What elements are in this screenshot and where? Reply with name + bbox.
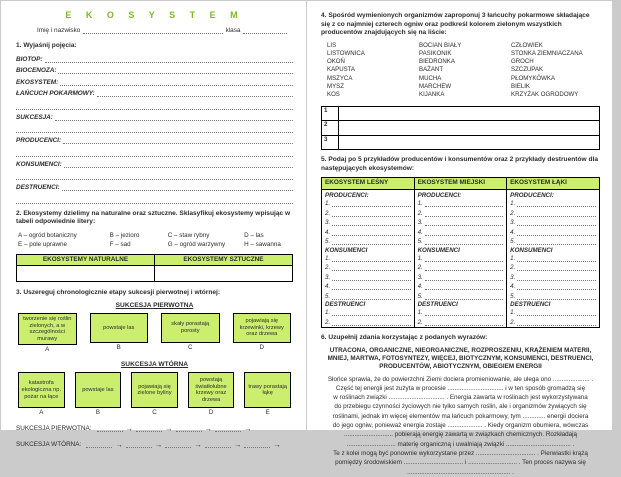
term-label: BIOTOP: — [16, 55, 43, 63]
answer-line — [510, 209, 596, 217]
answer-line — [325, 282, 411, 290]
line-number: 2. — [417, 264, 423, 272]
stage-letter: B — [95, 409, 100, 417]
line-number: 2. — [510, 318, 516, 326]
organism: MYSZ — [327, 82, 344, 90]
arrow-icon: → — [115, 440, 123, 450]
succession-stage — [233, 313, 292, 353]
line-blank — [332, 228, 410, 236]
option-d: D – las — [244, 231, 264, 239]
line-blank — [332, 237, 410, 245]
organism: KAPUSTA — [327, 66, 355, 74]
q5-header-urban: EKOSYSTEM MIEJSKI — [414, 178, 507, 190]
paragraph-line: ........................................................... . — [407, 468, 514, 476]
stage-box: powstają światłolubne krzewy oraz drzewa — [188, 372, 235, 408]
term-label: SUKCESJA: — [16, 113, 53, 121]
line-blank — [425, 308, 503, 316]
organism: KOS — [327, 91, 340, 99]
paragraph-line: do przebiegu czynności życiowych nie tylko samych roślin, ale i organizmów żywiących się — [334, 403, 587, 411]
line-blank — [332, 254, 410, 262]
organism: PŁOMYKÓWKA — [511, 74, 556, 82]
line-number: 4. — [417, 228, 423, 236]
primary-succession-boxes — [16, 313, 293, 353]
line-blank — [332, 209, 410, 217]
organism: BOCIAN BIAŁY — [419, 41, 462, 49]
term-label: PRODUCENCI: — [16, 137, 62, 144]
answer-line — [325, 218, 411, 226]
q1-heading: 1. Wyjaśnij pojęcia: — [16, 42, 77, 49]
answer-line — [418, 263, 504, 271]
answer-line — [510, 263, 596, 271]
organism-column-1 — [327, 42, 419, 100]
line-number: 5. — [510, 238, 516, 246]
producers-label: PRODUCENCI: — [510, 192, 554, 200]
line-blank — [517, 254, 596, 262]
term-blank — [45, 55, 293, 63]
term-label: EKOSYSTEM: — [16, 78, 59, 86]
decomposers-label: DESTRUENCI — [417, 301, 458, 309]
organism: MARCHEW — [419, 82, 452, 90]
term-blank — [63, 136, 293, 144]
q5-header-meadow: EKOSYSTEM ŁĄKI — [507, 178, 600, 190]
answer-line — [510, 218, 596, 226]
q2-header-artificial: EKOSYSTEMY SZTUCZNE — [155, 254, 293, 265]
line-number: 1. — [510, 254, 516, 262]
consumers-label: KONSUMENCI — [510, 246, 553, 254]
line-number: 1. — [417, 309, 423, 317]
line-number: 5. — [510, 292, 516, 300]
answer-line — [325, 263, 411, 271]
term-lancuch — [16, 89, 293, 97]
line-number: 3. — [325, 273, 331, 281]
succession-stage — [75, 372, 122, 416]
line-blank — [332, 263, 410, 271]
stage-box: katastrofa ekologiczna np. pożar na łące — [18, 372, 65, 408]
stage-letter: C — [152, 409, 157, 417]
arrow-icon: → — [244, 424, 252, 434]
answer-line — [418, 318, 504, 326]
arrow-icon: → — [154, 440, 163, 450]
line-blank — [425, 282, 503, 290]
q2-header-natural: EKOSYSTEMY NATURALNE — [17, 254, 155, 265]
organism: MUCHA — [419, 74, 442, 82]
organism-column-2 — [419, 42, 511, 100]
line-number: 5. — [417, 292, 423, 300]
succession-stage — [161, 313, 220, 353]
paragraph-line: Te z kolei mogą być ponownie wykorzystane przez .................................. . Pierwiastki krążą — [333, 449, 588, 457]
term-biotop — [16, 55, 293, 63]
paragraph-line: ............................ pobierają energię zawartą w związkach chemicznych. Rozkładają — [343, 431, 578, 439]
term-destruenci — [16, 183, 293, 191]
line-blank — [517, 218, 596, 226]
arrow-icon: → — [194, 440, 202, 450]
line-blank — [517, 318, 596, 326]
arrow-icon: → — [125, 424, 134, 434]
answer-line — [510, 318, 596, 326]
line-number: 2. — [417, 318, 423, 326]
line-blank — [425, 218, 503, 226]
answer-blank — [97, 424, 123, 432]
producers-label: PRODUCENCI: — [325, 192, 369, 200]
answer-line — [418, 228, 504, 236]
organism: GROCH — [511, 58, 534, 66]
answer-blank — [126, 440, 152, 448]
line-number: 4. — [325, 283, 331, 291]
secondary-succession-answer — [16, 440, 293, 448]
decomposers-label: DESTRUENCI — [325, 301, 366, 309]
primary-succession-title: SUKCESJA PIERWOTNA — [115, 302, 194, 309]
term-label: DESTRUENCI: — [16, 184, 60, 191]
line-blank — [332, 318, 410, 326]
line-blank — [517, 228, 596, 236]
term-label: BIOCENOZA: — [16, 67, 57, 74]
term-blank-line — [16, 195, 293, 204]
line-number: 4. — [417, 283, 423, 291]
succession-stage — [90, 313, 149, 353]
option-c: C – staw rybny — [167, 231, 210, 239]
chain-row-number: 1 — [322, 106, 339, 121]
q5-header-forest: EKOSYSTEM LEŚNY — [322, 178, 415, 190]
q2-answer-cell-natural — [17, 265, 155, 281]
arrow-icon: → — [165, 424, 173, 434]
q6-word-bank: UTRACONA, ORGANICZNE, NIEORGANICZNE, ROZPROSZENIU, KRĄŻENIEM MATERII, MNIEJ, MARTWA, FOTOSYNTEZY, WIĘCEJ, BIOTYCZNYM, KONSUMENCI, DESTRUENCI, PRODUCENTÓW, ABIOTYCZNYM, OBIEGIEM ENERGII — [327, 346, 594, 370]
line-blank — [425, 209, 503, 217]
line-number: 4. — [510, 283, 516, 291]
succession-stage — [131, 372, 178, 416]
chain-row-number: 2 — [322, 121, 339, 136]
organism: BIEDRONKA — [419, 58, 455, 66]
term-blank — [60, 78, 293, 86]
answer-line — [510, 254, 596, 262]
line-number: 5. — [325, 292, 331, 300]
line-blank — [425, 237, 503, 245]
term-konsumenci — [16, 160, 293, 168]
answer-line — [325, 254, 411, 262]
consumers-label: KONSUMENCI — [417, 246, 460, 254]
stage-letter: D — [208, 409, 214, 417]
answer-line — [325, 308, 411, 316]
answer-line — [510, 199, 596, 207]
stage-box: pojawiają się zielone byliny — [131, 372, 178, 408]
answer-line — [510, 237, 596, 245]
succession-stage — [18, 313, 77, 353]
line-number: 1. — [325, 200, 331, 208]
term-blank — [58, 66, 293, 74]
secondary-succession-title: SUKCESJA WTÓRNA — [120, 361, 189, 369]
stage-letter: A — [45, 346, 50, 354]
line-number: 5. — [325, 238, 331, 246]
stage-box: tworzenie się roślin zielonych, a w szczególności murawy — [18, 313, 77, 345]
succession-stage — [188, 372, 235, 416]
line-number: 2. — [325, 264, 331, 272]
chain-row — [322, 135, 600, 150]
stage-letter: E — [265, 409, 270, 417]
term-blank-line — [16, 171, 293, 180]
option-f: F – sad — [109, 240, 131, 248]
answer-line — [325, 273, 411, 281]
line-blank — [425, 263, 503, 271]
q6-heading: 6. Uzupełnij zdania korzystając z podanych wyrazów: — [321, 334, 488, 342]
consumers-label: KONSUMENCI — [325, 246, 368, 254]
organism: MSZYCA — [327, 74, 353, 82]
q4-organism-list — [327, 42, 600, 100]
paragraph-line: do jego ogniw, ponieważ energia zostaje .................... . Kiedy organizm obumiera, wówczas — [332, 422, 589, 430]
answer-line — [325, 318, 411, 326]
stage-letter: A — [39, 409, 44, 417]
q2-options — [18, 231, 293, 249]
line-number: 5. — [417, 238, 423, 246]
answer-blank — [136, 424, 162, 432]
q5-ecosystem-table — [321, 177, 600, 328]
answer-line — [325, 237, 411, 245]
succession-stage — [244, 372, 291, 416]
stage-box: pojawiają się krzewinki, krzewy oraz drzewa — [233, 313, 292, 343]
line-blank — [517, 263, 596, 271]
secondary-succession-boxes — [16, 372, 293, 416]
q1-terms — [16, 55, 293, 204]
line-blank — [425, 228, 503, 236]
organism: OKOŃ — [327, 58, 345, 66]
organism: CZŁOWIEK — [511, 41, 543, 49]
answer-line — [510, 308, 596, 316]
stage-letter: C — [188, 344, 193, 351]
worksheet-page-1 — [1, 1, 306, 450]
answer-line — [510, 292, 596, 300]
paragraph-line: ............................ materię organiczną i uwalniają związki ..................................... . — [346, 440, 575, 448]
line-blank — [517, 273, 596, 281]
class-label: klasa — [225, 27, 241, 34]
answer-blank — [86, 440, 112, 448]
organism: SZCZUPAK — [511, 66, 544, 74]
line-number: 4. — [510, 228, 516, 236]
line-blank — [332, 308, 410, 316]
paragraph-line: Część tej energii jest zużyta w procesie ................................ i w ten sposób gromadzą się — [335, 384, 586, 392]
arrow-icon: → — [204, 424, 213, 434]
line-number: 2. — [417, 209, 423, 217]
line-blank — [332, 292, 410, 300]
name-label: Imię i nazwisko — [37, 27, 81, 34]
answer-blank — [165, 440, 191, 448]
line-blank — [425, 273, 503, 281]
term-blank-line — [16, 124, 293, 133]
line-blank — [517, 199, 596, 207]
answer-line — [418, 292, 504, 300]
option-a: A – ogród botaniczny — [18, 231, 77, 239]
line-number: 4. — [325, 228, 331, 236]
line-number: 1. — [417, 200, 423, 208]
line-number: 2. — [325, 318, 331, 326]
line-number: 1. — [325, 254, 331, 262]
line-blank — [332, 218, 410, 226]
answer-line — [325, 228, 411, 236]
answer-line — [418, 273, 504, 281]
answer-line — [510, 228, 596, 236]
q5-urban-cell — [414, 190, 507, 328]
stage-letter: D — [259, 344, 264, 351]
term-blank-line — [16, 101, 293, 110]
line-number: 3. — [325, 219, 331, 227]
q5-meadow-cell — [507, 190, 600, 328]
stage-box: powstaje las — [75, 372, 122, 408]
line-blank — [517, 292, 596, 300]
stage-box: trawy porastają łąkę — [244, 372, 291, 408]
stage-box: powstaje las — [90, 313, 149, 343]
chain-row — [322, 106, 600, 121]
chain-row — [322, 121, 600, 136]
term-blank — [62, 183, 293, 191]
line-blank — [517, 209, 596, 217]
term-blank — [55, 113, 293, 121]
decomposers-label: DESTRUENCI — [510, 301, 551, 309]
term-label: ŁAŃCUCH POKARMOWY: — [16, 90, 95, 97]
answer-line — [418, 254, 504, 262]
q2-heading: 2. Ekosystemy dzielimy na naturalne oraz sztuczne. Sklasyfikuj ekosystemy wpisując w tabeli odpowiednie litery: — [16, 209, 291, 225]
answer-line — [325, 209, 411, 217]
q2-classification-table — [16, 254, 293, 282]
line-blank — [517, 308, 596, 316]
producers-label: PRODUCENCI: — [417, 192, 462, 200]
line-number: 3. — [417, 273, 423, 281]
name-class-line — [16, 26, 293, 34]
answer-line — [418, 237, 504, 245]
answer-line — [325, 292, 411, 300]
term-blank — [64, 160, 293, 168]
line-number: 2. — [325, 209, 331, 217]
q5-forest-cell — [322, 190, 415, 328]
term-biocenoza — [16, 66, 293, 74]
organism: KIJANKA — [419, 91, 445, 99]
line-number: 3. — [510, 219, 516, 227]
q4-answer-table — [321, 106, 600, 151]
name-blank — [83, 26, 222, 34]
line-number: 1. — [417, 254, 423, 262]
line-number: 1. — [325, 309, 331, 317]
line-blank — [332, 282, 410, 290]
organism: BAŻANT — [419, 66, 444, 74]
chain-answer-cell — [339, 135, 600, 150]
line-blank — [332, 273, 410, 281]
organism: LIS — [327, 41, 337, 49]
primary-succession-answer — [16, 424, 293, 432]
answer-blank — [205, 440, 231, 448]
q6-fill-paragraph — [321, 375, 600, 477]
term-label: KONSUMENCI: — [16, 160, 62, 168]
q5-heading: 5. Podaj po 5 przykładów producentów i konsumentów oraz 2 przykłady destruentów dla następujących ekosystemów: — [321, 156, 598, 172]
option-e: E – pole uprawne — [18, 240, 68, 248]
answer-line — [418, 282, 504, 290]
stage-letter: B — [116, 344, 121, 351]
answer-line — [418, 308, 504, 316]
answer-blank — [176, 424, 202, 432]
secondary-answer-label: SUKCESJA WTÓRNA: — [16, 441, 82, 449]
q4-heading: 4. Spośród wymienionych organizmów zaproponuj 3 łańcuchy pokarmowe składające się z co najmniej czterech ogniw oraz podkreśl kolorem zielonym wszystkich producentów znajdujących się na liście: — [321, 12, 590, 36]
organism: STONKA ZIEMNIACZANA — [511, 49, 583, 57]
worksheet-page-2 — [307, 1, 612, 476]
paragraph-line: Słońce sprawia, że do powierzchni Ziemi dociera promieniowanie, ale ulega ono ..................... . — [327, 375, 594, 383]
organism: BIELIK — [511, 82, 530, 90]
paragraph-line: w roślinach związki ................................ . Energia zawarta w roślinach jest wykorzystywana — [333, 394, 588, 402]
line-number: 3. — [417, 219, 423, 227]
line-blank — [425, 254, 503, 262]
option-g: G – ogród warzywny — [167, 240, 226, 248]
chain-row-number: 3 — [322, 135, 339, 150]
answer-blank — [244, 440, 270, 448]
paragraph-line: roślinami, jednak im więcej elementów ma łańcuch pokarmowy, tym ............. energii dociera — [332, 412, 589, 420]
succession-stage — [18, 372, 65, 416]
organism: PASIKONIK — [419, 49, 452, 57]
line-blank — [425, 199, 503, 207]
answer-line — [418, 218, 504, 226]
primary-answer-label: SUKCESJA PIERWOTNA: — [16, 425, 92, 433]
line-blank — [332, 199, 410, 207]
line-blank — [425, 292, 503, 300]
line-number: 1. — [510, 309, 516, 317]
answer-line — [418, 199, 504, 207]
line-blank — [425, 318, 503, 326]
line-blank — [517, 282, 596, 290]
option-b: B – jezioro — [109, 231, 140, 239]
q3-heading: 3. Uszereguj chronologicznie etapy sukcesji pierwotnej i wtórnej: — [16, 288, 221, 296]
answer-line — [510, 273, 596, 281]
answer-line — [418, 209, 504, 217]
arrow-icon: → — [233, 440, 242, 450]
line-number: 1. — [510, 200, 516, 208]
term-blank — [97, 89, 293, 97]
option-h: H – sawanna — [244, 240, 281, 248]
line-number: 3. — [510, 273, 516, 281]
page-title: E K O S Y S T E M — [65, 10, 244, 20]
stage-box: skały porastają porosty — [161, 313, 220, 343]
answer-line — [325, 199, 411, 207]
answer-blank — [215, 424, 241, 432]
line-number: 2. — [510, 209, 516, 217]
chain-answer-cell — [339, 106, 600, 121]
answer-line — [510, 282, 596, 290]
arrow-icon: → — [273, 440, 281, 450]
organism: KRZYŻAK OGRODOWY — [511, 91, 579, 99]
term-blank-line — [16, 148, 293, 157]
chain-answer-cell — [339, 121, 600, 136]
paragraph-line: pomiędzy środowiskiem .................................. i ............................ . Ten proces nazywa się — [335, 459, 586, 467]
q2-answer-cell-artificial — [155, 265, 293, 281]
line-number: 2. — [510, 264, 516, 272]
term-ekosystem — [16, 78, 293, 86]
term-sukcesja — [16, 113, 293, 121]
organism: LISTOWNICA — [327, 49, 365, 57]
term-producenci — [16, 136, 293, 144]
line-blank — [517, 237, 596, 245]
class-blank — [243, 26, 287, 34]
organism-column-3 — [511, 42, 600, 100]
